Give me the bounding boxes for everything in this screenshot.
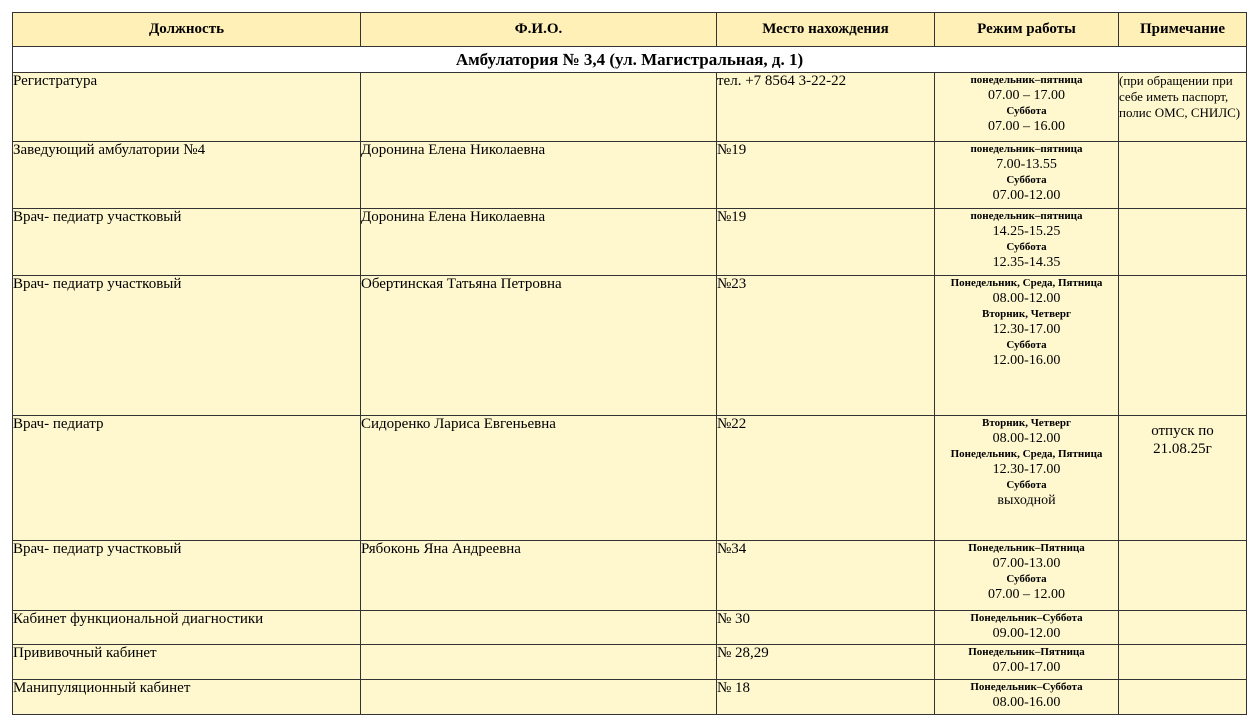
schedule-hours: 12.00-16.00 [992, 353, 1061, 368]
table-row [13, 276, 1247, 416]
schedule-days: Вторник, Четверг [981, 417, 1072, 429]
note-cell [1119, 142, 1247, 209]
schedule-cell [935, 142, 1119, 209]
schedule-hours: выходной [997, 493, 1056, 508]
position-cell: Врач- педиатр участковый [13, 209, 361, 276]
schedule-table [12, 12, 1247, 715]
position-cell: Кабинет функциональной диагностики [13, 611, 361, 645]
schedule-hours: 12.30-17.00 [992, 322, 1061, 337]
place-cell: №23 [717, 276, 935, 416]
schedule-days: Понедельник, Среда, Пятница [950, 277, 1103, 289]
header-name: Ф.И.О. [361, 13, 717, 47]
position-cell: Врач- педиатр участковый [13, 276, 361, 416]
schedule-days: Понедельник–Пятница [968, 542, 1085, 554]
schedule-cell [935, 209, 1119, 276]
schedule-hours: 07.00-13.00 [992, 556, 1061, 571]
place-cell: № 28,29 [717, 645, 935, 680]
header-place: Место нахождения [717, 13, 935, 47]
note-cell [1119, 645, 1247, 680]
note-cell [1119, 541, 1247, 611]
note-cell [1119, 209, 1247, 276]
position-cell: Регистратура [13, 73, 361, 142]
table-row [13, 680, 1247, 715]
schedule-days: Вторник, Четверг [981, 308, 1072, 320]
header-note: Примечание [1119, 13, 1247, 47]
schedule-hours: 14.25-15.25 [992, 224, 1061, 239]
name-cell [361, 73, 717, 142]
schedule-hours: 08.00-16.00 [992, 695, 1061, 710]
schedule-hours: 07.00 – 17.00 [988, 88, 1065, 103]
table-row [13, 611, 1247, 645]
note-cell: отпуск по 21.08.25г [1119, 416, 1247, 541]
table-row [13, 209, 1247, 276]
schedule-hours: 07.00 – 16.00 [988, 119, 1065, 134]
name-cell [361, 680, 717, 715]
header-row [13, 13, 1247, 47]
schedule-hours: 07.00 – 12.00 [988, 587, 1065, 602]
name-cell: Обертинская Татьяна Петровна [361, 276, 717, 416]
name-cell: Сидоренко Лариса Евгеньевна [361, 416, 717, 541]
position-cell: Врач- педиатр участковый [13, 541, 361, 611]
schedule-cell [935, 541, 1119, 611]
note-cell [1119, 680, 1247, 715]
name-cell: Рябоконь Яна Андреевна [361, 541, 717, 611]
position-cell: Врач- педиатр [13, 416, 361, 541]
note-cell [1119, 276, 1247, 416]
schedule-cell [935, 73, 1119, 142]
schedule-days: Понедельник–Суббота [970, 681, 1083, 693]
schedule-cell [935, 645, 1119, 680]
schedule-days: понедельник–пятница [970, 143, 1083, 155]
place-cell: № 18 [717, 680, 935, 715]
schedule-days: Суббота [1006, 573, 1047, 585]
note-cell [1119, 611, 1247, 645]
header-schedule: Режим работы [935, 13, 1119, 47]
schedule-days: Понедельник, Среда, Пятница [950, 448, 1103, 460]
name-cell [361, 645, 717, 680]
name-cell [361, 611, 717, 645]
table-row [13, 416, 1247, 541]
place-cell: №19 [717, 142, 935, 209]
place-cell: №19 [717, 209, 935, 276]
place-cell: №22 [717, 416, 935, 541]
schedule-hours: 08.00-12.00 [992, 291, 1061, 306]
schedule-days: Суббота [1006, 174, 1047, 186]
schedule-hours: 08.00-12.00 [992, 431, 1061, 446]
schedule-days: понедельник–пятница [970, 74, 1083, 86]
section-row [13, 47, 1247, 73]
table-row [13, 645, 1247, 680]
schedule-days: понедельник–пятница [970, 210, 1083, 222]
schedule-cell [935, 416, 1119, 541]
schedule-hours: 07.00-17.00 [992, 660, 1061, 675]
schedule-cell [935, 276, 1119, 416]
schedule-days: Суббота [1006, 479, 1047, 491]
table-row [13, 73, 1247, 142]
schedule-cell [935, 611, 1119, 645]
schedule-hours: 07.00-12.00 [992, 188, 1061, 203]
table-row [13, 142, 1247, 209]
schedule-days: Суббота [1006, 241, 1047, 253]
schedule-hours: 09.00-12.00 [992, 626, 1061, 641]
schedule-days: Суббота [1006, 105, 1047, 117]
place-cell: №34 [717, 541, 935, 611]
schedule-hours: 12.30-17.00 [992, 462, 1061, 477]
schedule-cell [935, 680, 1119, 715]
name-cell: Доронина Елена Николаевна [361, 209, 717, 276]
table-row [13, 541, 1247, 611]
schedule-hours: 7.00-13.55 [996, 157, 1057, 172]
note-cell: (при обращении при себе иметь паспорт, полис ОМС, СНИЛС) [1119, 73, 1247, 142]
schedule-hours: 12.35-14.35 [992, 255, 1061, 270]
section-title: Амбулатория № 3,4 (ул. Магистральная, д. 1) [13, 47, 1247, 73]
position-cell: Заведующий амбулатории №4 [13, 142, 361, 209]
schedule-days: Суббота [1006, 339, 1047, 351]
place-cell: № 30 [717, 611, 935, 645]
header-position: Должность [13, 13, 361, 47]
name-cell: Доронина Елена Николаевна [361, 142, 717, 209]
place-cell: тел. +7 8564 3-22-22 [717, 73, 935, 142]
schedule-days: Понедельник–Пятница [968, 646, 1085, 658]
position-cell: Манипуляционный кабинет [13, 680, 361, 715]
position-cell: Прививочный кабинет [13, 645, 361, 680]
schedule-days: Понедельник–Суббота [970, 612, 1083, 624]
